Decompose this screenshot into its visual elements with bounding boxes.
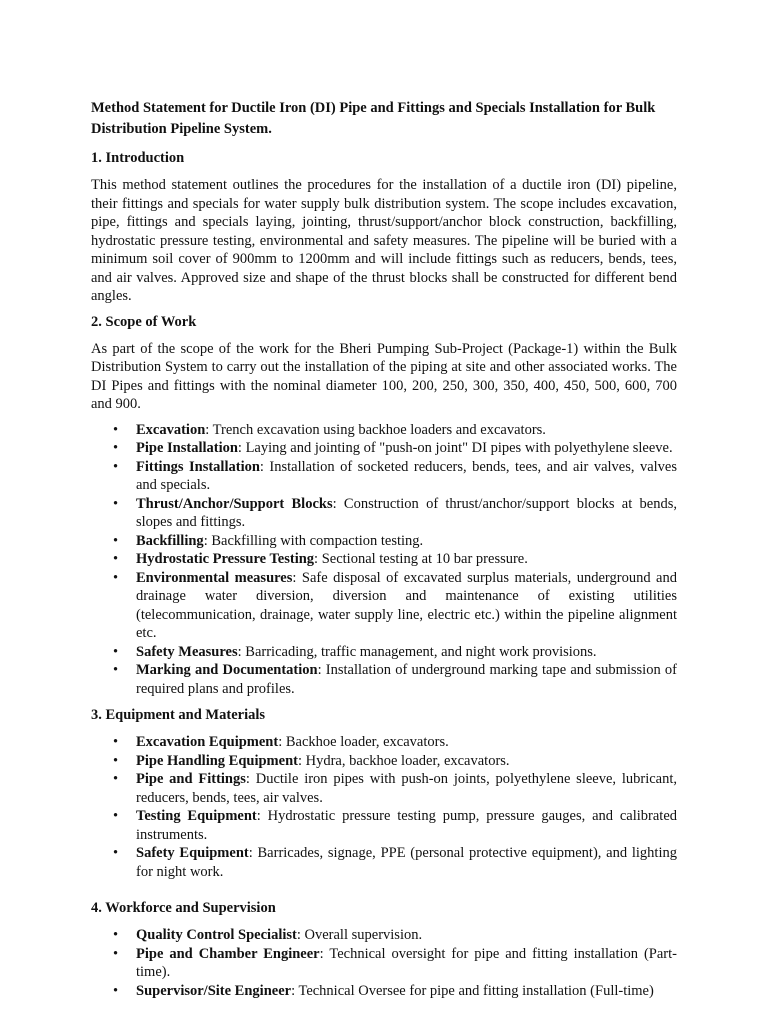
list-item-text: : Ductile iron pipes with push-on joints, polyethylene sleeve, lubricant, reducers, bends, tees, air valves. [136,771,677,806]
list-item [91,844,677,881]
bullet-icon: • [113,808,119,824]
list-item-term: Hydrostatic Pressure Testing [136,551,315,567]
list-item-text: : Barricading, traffic management, and night work provisions. [237,643,597,660]
list-item-term: Safety Measures [136,643,238,660]
bullet-icon: • [113,771,119,787]
list-item [91,569,677,643]
introduction-paragraph: This method statement outlines the procedures for the installation of a ductile iron (DI) pipeline, their fittings and specials for water supply bulk distribution system. The scope includes excavation, pipe, fittings and specials laying, jointing, thrust/support/anchor block construction, backfilling, hydrostatic pressure testing, environmental and safety measures. The pipeline will be buried with a minimum soil cover of 900mm to 1200mm and will include fittings such as reducers, bends, tees, and air valves. Approved size and shape of the thrust blocks shall be constructed for different bend angles. [91,177,677,304]
list-item-term: Quality Control Specialist [136,927,297,943]
scope-list [91,421,677,699]
list-item-term: Supervisor/Site Engineer [136,982,292,999]
bullet-icon: • [113,532,119,549]
list-item-term: Pipe Handling Equipment [136,752,298,769]
section-heading-workforce-and-supervision: 4. Workforce and Supervision [91,900,276,916]
section-heading-scope-of-work: 2. Scope of Work [91,313,197,330]
bullet-icon: • [113,845,119,861]
list-item [91,643,677,662]
list-item-text: : Backhoe loader, excavators. [278,734,449,750]
list-item [91,532,677,551]
list-item-term: Excavation Equipment [136,734,279,750]
bullet-icon: • [113,734,119,750]
list-item-term: Backfilling [136,532,204,549]
list-item-text: : Barricades, signage, PPE (personal protective equipment), and lighting for night work. [136,845,677,880]
bullet-icon: • [113,662,119,678]
bullet-icon: • [113,927,119,943]
list-item-term: Marking and Documentation [136,662,318,678]
section-heading-equipment-and-materials: 3. Equipment and Materials [91,707,266,723]
bullet-icon: • [113,569,119,586]
list-item-text: : Hydrostatic pressure testing pump, pressure gauges, and calibrated instruments. [136,808,678,843]
list-item [91,495,677,532]
list-item-text: : Construction of thrust/anchor/support blocks at bends, slopes and fittings. [136,495,677,530]
list-item-text: : Laying and jointing of "push-on joint" DI pipes with polyethylene sleeve. [237,440,673,456]
bullet-icon: • [113,551,119,567]
list-item [91,439,677,458]
list-item-term: Pipe and Fittings [136,771,246,787]
list-item-term: Safety Equipment [136,845,249,861]
list-item [91,550,677,569]
list-item-text: : Technical Oversee for pipe and fitting installation (Full-time) [291,982,654,999]
list-item [91,982,677,1001]
list-item [91,752,677,771]
list-item-text: : Hydra, backhoe loader, excavators. [297,752,510,769]
list-item-text: : Installation of underground marking tape and submission of required plans and profiles. [136,662,677,697]
list-item-term: Testing Equipment [136,808,257,824]
list-item [91,770,677,807]
list-item-text: : Backfilling with compaction testing. [203,532,424,549]
bullet-icon: • [113,945,119,962]
scope-paragraph: As part of the scope of the work for the Bheri Pumping Sub-Project (Package-1) within the Bulk Distribution System to carry out the installation of the piping at site and other associated works. The DI Pipes and fittings with the nominal diameter 100, 200, 250, 300, 350, 400, 450, 500, 600, 700 and 900. [91,340,677,412]
bullet-icon: • [113,752,119,769]
bullet-icon: • [113,495,119,512]
list-item [91,458,677,495]
list-item [91,733,677,752]
bullet-icon: • [113,421,119,438]
list-item [91,926,677,945]
list-item-term: Fittings Installation [136,458,260,475]
bullet-icon: • [113,643,119,660]
list-item-term: Pipe Installation [136,440,238,456]
document-title: Method Statement for Ductile Iron (DI) Pipe and Fittings and Specials Installation for Bulk Distribution Pipeline System. [91,100,656,137]
list-item-text: : Installation of socketed reducers, bends, tees, and air valves, valves and specials. [136,458,678,493]
bullet-icon: • [113,440,119,456]
list-item [91,661,677,698]
list-item-text: : Overall supervision. [296,927,423,943]
workforce-list [91,926,677,1000]
list-item-text: : Safe disposal of excavated surplus materials, underground and drainage water diversion, diversion and maintenance of existing utilities (telecommunication, drainage, water supply line, electric etc.) within the pipeline alignment etc. [136,569,677,641]
bullet-icon: • [113,982,119,999]
list-item-term: Excavation [136,421,206,438]
section-heading-introduction: 1. Introduction [91,150,185,166]
list-item-term: Environmental measures [136,569,293,586]
list-item-text: : Sectional testing at 10 bar pressure. [314,551,528,567]
list-item [91,807,677,844]
list-item [91,945,677,982]
list-item [91,421,677,440]
list-item-term: Thrust/Anchor/Support Blocks [136,495,333,512]
bullet-icon: • [113,458,119,475]
list-item-text: : Trench excavation using backhoe loaders and excavators. [205,421,546,438]
equipment-list [91,733,677,881]
list-item-term: Pipe and Chamber Engineer [136,945,320,962]
list-item-text: : Technical oversight for pipe and fitting installation (Part-time). [136,945,677,980]
